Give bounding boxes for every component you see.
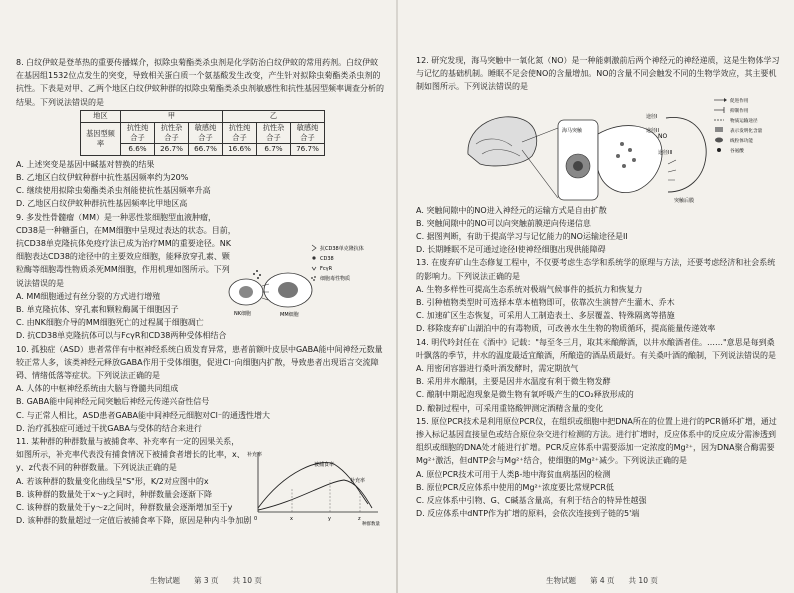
table-col: 抗性纯合子 bbox=[121, 122, 155, 143]
table-header-yi: 乙 bbox=[223, 110, 325, 122]
q15-option-c: C. 反应体系中引物、G、C碱基含量高，有利于结合的特异性越强 bbox=[416, 496, 647, 506]
table-cell: 16.6% bbox=[223, 143, 257, 155]
q11-chart bbox=[246, 446, 386, 526]
footer-total: 共 10 页 bbox=[628, 576, 658, 585]
legend-transport: 物质运输途径 bbox=[730, 119, 758, 124]
q9-stem: 9. 多发性骨髓瘤（MM）是一种恶性浆细胞型血液肿瘤，CD38是一种糖蛋白，在MM细胞中呈现过表达的状态。目前，抗CD38单克隆抗体免疫疗法已成为治疗MM的重要途径。NK细胞表达CD38的途径中的主要效应细胞，能释放穿孔素、颗粒酶等细胞毒性物质杀死MM细胞，作用机理如图所示。下列说法错误的是 bbox=[16, 212, 236, 288]
chart-curve2-label: 补充率 bbox=[350, 478, 366, 484]
footer-subject: 生物试题 bbox=[546, 576, 576, 585]
legend-cytotoxic: 细胞毒性物质 bbox=[320, 276, 351, 282]
q9-option-a: A. MM细胞通过有丝分裂的方式进行增殖 bbox=[16, 291, 161, 301]
table-cell: 76.7% bbox=[291, 143, 325, 155]
q15-option-d: D. 反应体系中dNTP作为扩增的原料，会依次连接到子链的5'端 bbox=[416, 509, 640, 519]
chart-x-tick: x bbox=[290, 516, 293, 522]
q14-stem: 14. 明代吟封任在《酒中》记载："每至冬三月，取其米酿醇酒，以井水酿酒者佳。……"意思是每到桑叶飘落的季节，井水的温度最适宜酿酒，所酿造的酒品质最好。有关桑叶酒的酿制，下列说法错误的是 bbox=[416, 337, 776, 360]
legend-mito: 线粒体功能 bbox=[730, 139, 753, 144]
legend-glutamate: 谷氨酸 bbox=[730, 149, 744, 154]
q9-figure bbox=[224, 240, 380, 320]
table-cell: 26.7% bbox=[155, 143, 189, 155]
q11-option-c: C. 该种群的数量处于y～z之间时，种群数量会逐渐增加至于y bbox=[16, 503, 233, 513]
table-col: 敏感纯合子 bbox=[189, 122, 223, 143]
q13-option-a: A. 生物多样性可提高生态系统对极端气候事件的抵抗力和恢复力 bbox=[416, 284, 643, 294]
table-col: 抗性杂合子 bbox=[257, 122, 291, 143]
legend-antibody: 抗CD38单克隆抗体 bbox=[320, 246, 364, 252]
q14-option-a: A. 用密闭容器进行桑叶酒发酵时，需定期放气 bbox=[416, 364, 579, 374]
q9-option-c: C. 由NK细胞介导的MM细胞死亡的过程属于细胞凋亡 bbox=[16, 318, 204, 328]
chart-xlabel: 种群数量 bbox=[362, 522, 380, 526]
chart-origin: 0 bbox=[254, 516, 258, 522]
q10-option-a: A. 人体的中枢神经系统由大脑与脊髓共同组成 bbox=[16, 384, 179, 394]
q13-option-d: D. 移除废弃矿山湖泊中的有毒物质，可改善水生生物的物质循环，提高能量传递效率 bbox=[416, 324, 716, 334]
q10-option-d: D. 治疗孤独症可通过干扰GABA与受体的结合来进行 bbox=[16, 423, 202, 433]
q10-option-b: B. GABA能中间神经元间突触后神经元传递兴奋性信号 bbox=[16, 397, 210, 407]
q10-stem: 10. 孤独症（ASD）患者常伴有中枢神经系统白质发育异常，患者前额叶皮层中GABA能中间神经元数量较正常人多，该类神经元释放GABA作用于受体细胞，促进Cl⁻向细胞内扩散，导致患者出现语言交流障碍、情绪低落等症状。下列说法正确的是 bbox=[16, 344, 383, 381]
table-header-genotype: 基因型频率 bbox=[81, 122, 121, 155]
legend-fcgr: FcγR bbox=[320, 266, 333, 272]
q13-option-c: C. 加速矿区生态恢复，可采用人工制造表土、多层覆盖、特殊隔离等措施 bbox=[416, 311, 675, 321]
table-cell: 66.7% bbox=[189, 143, 223, 155]
hippocampus-label: 海马突触 bbox=[562, 128, 583, 134]
legend-inhibit: 抑制作用 bbox=[730, 109, 749, 114]
table-header-jia: 甲 bbox=[121, 110, 223, 122]
q8-table bbox=[80, 110, 325, 156]
footer-page: 第 3 页 bbox=[194, 576, 219, 585]
q15-stem: 15. 原位PCR技术是利用原位PCR仪，在组织或细胞中把DNA所在的位置上进行的PCR循环扩增，通过掺入标记基因直接显色或结合原位杂交进行检测的方法。进行扩增时，反应体系中的反应成分需渗透到组织或细胞的DNA处才能进行扩增。PCR反应体系中需要添加一定浓度的Mg²⁺，因为DNA聚合酶需要Mg²⁺激活，但dNTP会与Mg²⁺结合，使细胞的Mg²⁺减少。下列说法正确的是 bbox=[416, 416, 777, 466]
q9-option-d: D. 抗CD38单克隆抗体可以与FcγR和CD38两种受体相结合 bbox=[16, 331, 227, 341]
q14-option-b: B. 采用井水酿制，主要是因井水温度有利于微生物发酵 bbox=[416, 377, 611, 387]
pathway-1-label: 途径I bbox=[646, 114, 658, 120]
table-col: 抗性纯合子 bbox=[223, 122, 257, 143]
q14-option-c: C. 酿制中期起泡现象是微生物有氧呼吸产生的CO₂释放形成的 bbox=[416, 390, 634, 400]
q12-option-c: C. 据图判断，有助于提高学习与记忆能力的NO运输途径是II bbox=[416, 232, 628, 242]
legend-content: 表示发明化含量 bbox=[730, 129, 763, 134]
legend-promote: 促进作用 bbox=[730, 99, 749, 104]
pathway-3-label: 途径III bbox=[658, 150, 673, 156]
postsynaptic-label: 突触后膜 bbox=[674, 198, 695, 204]
chart-curve1-label: 被捕食率 bbox=[314, 462, 335, 468]
chart-ylabel: 补充率 bbox=[247, 452, 263, 458]
chart-z-tick: z bbox=[358, 516, 361, 522]
table-header-region: 地区 bbox=[81, 110, 121, 122]
q9-option-b: B. 单克隆抗体、穿孔素和颗粒酶属于细胞因子 bbox=[16, 305, 179, 315]
q11-stem: 11. 某种群的种群数量与被捕食率、补充率有一定的因果关系，如图所示，补充率代表没有捕食情况下被捕食者增长的比率，x、y、z代表不同的种群数量。下列说法正确的是 bbox=[16, 437, 245, 473]
q8-option-b: B. 乙地区白纹伊蚊种群中抗性基因频率约为20% bbox=[16, 173, 189, 183]
q10-option-c: C. 与正常人相比，ASD患者GABA能中间神经元细胞对Cl⁻的通透性增大 bbox=[16, 410, 271, 420]
q11-option-d: D. 该种群的数量超过一定值后被捕食率下降，原因是种内斗争加剧 bbox=[16, 516, 252, 526]
q12-option-b: B. 突触间隙中的NO可以向突触前膜逆向传递信息 bbox=[416, 218, 591, 228]
right-footer bbox=[546, 575, 658, 586]
pathway-2-label: 途径II bbox=[646, 128, 659, 134]
q13-stem: 13. 在废弃矿山生态修复工程中，不仅要考虑生态学和系统学的原理与方法，还要考虑经济和社会系统的影响力。下列说法正确的是 bbox=[416, 258, 776, 281]
table-col: 抗性杂合子 bbox=[155, 122, 189, 143]
no-label: NO bbox=[658, 133, 668, 140]
predation-curve bbox=[258, 463, 368, 508]
chart-y-tick: y bbox=[328, 516, 331, 522]
table-col: 敏感纯合子 bbox=[291, 122, 325, 143]
q8-option-d: D. 乙地区白纹伊蚊种群抗性基因频率比甲地区高 bbox=[16, 199, 188, 209]
page-4 bbox=[398, 0, 794, 593]
q15-option-a: A. 原位PCR技术可用于人类β-地中海贫血病基因的检测 bbox=[416, 469, 611, 479]
q15-option-b: B. 原位PCR反应体系中使用的Mg²⁺浓度要比常规PCR低 bbox=[416, 482, 614, 492]
q13-option-b: B. 引种植物类型时可选择本草本植物即可，依靠次生演替产生灌木、乔木 bbox=[416, 298, 675, 308]
footer-total: 共 10 页 bbox=[232, 576, 262, 585]
legend-cd38: CD38 bbox=[320, 256, 334, 262]
q8-option-c: C. 继续使用拟除虫菊酯类杀虫剂能使抗性基因频率升高 bbox=[16, 186, 211, 196]
q11-option-a: A. 若该种群的数量变化曲线呈"S"形，K/2对应图中的x bbox=[16, 476, 209, 486]
presynaptic-terminal bbox=[598, 126, 662, 193]
mm-cell-label: MM细胞 bbox=[280, 312, 299, 318]
left-footer bbox=[150, 575, 262, 586]
footer-subject: 生物试题 bbox=[150, 576, 180, 585]
q14-option-d: D. 酿制过程中，可采用重铬酸钾测定酒精含量的变化 bbox=[416, 403, 604, 413]
q8-stem: 8. 白纹伊蚊是登革热的重要传播媒介，拟除虫菊酯类杀虫剂是化学防治白纹伊蚊的常用药剂。白纹伊蚊在基因组1532位点发生的突变，导致相关蛋白质一个氨基酸发生改变，产生针对拟除虫菊酯类杀虫剂的抗性。下表是对甲、乙两个地区白纹伊蚊种群的拟除虫菊酯类杀虫剂敏感性和抗性基因型频率调查分析的结果。下列说法错误的是 bbox=[16, 58, 384, 107]
q12-figure bbox=[462, 94, 778, 206]
q11-option-b: B. 该种群的数量处于x～y之间时，种群数量会逐渐下降 bbox=[16, 489, 213, 499]
nk-cell-label: NK细胞 bbox=[234, 311, 252, 317]
q12-option-d: D. 长期睡眠不足可通过途径I使神经细胞出现供能障碍 bbox=[416, 245, 606, 255]
nk-nucleus bbox=[239, 286, 253, 298]
q12-option-a: A. 突触间隙中的NO进入神经元的运输方式是自由扩散 bbox=[416, 205, 607, 215]
q12-stem: 12. 研究发现，海马突触中一氧化氮（NO）是一种能刺激前后两个神经元的神经递质，这是生物体学习与记忆的基础机制。睡眠不足会使NO的含量增加。NO的含量不同会触发不同的生物学效应，其主要机制如图所示。下列说法错误的是 bbox=[416, 56, 780, 92]
mm-nucleus bbox=[278, 282, 298, 298]
table-cell: 6.7% bbox=[257, 143, 291, 155]
table-cell: 6.6% bbox=[121, 143, 155, 155]
brain-icon bbox=[468, 117, 537, 166]
q8-option-a: A. 上述突变是基因中碱基对替换的结果 bbox=[16, 159, 155, 169]
footer-page: 第 4 页 bbox=[590, 576, 615, 585]
